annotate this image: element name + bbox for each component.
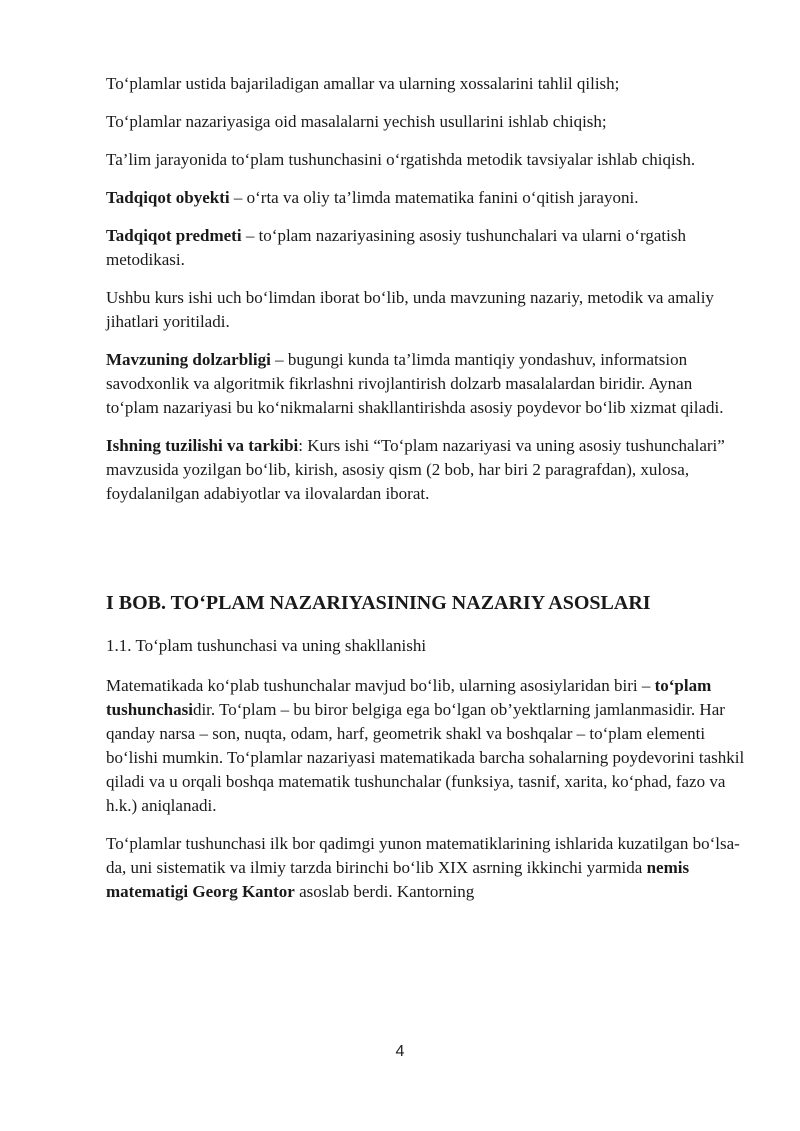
relevance-label: Mavzuning dolzarbligi (106, 350, 271, 369)
relevance-text: – bugungi kunda ta’limda mantiqiy yondashuv, informatsion savodxonlik va algoritmik fikrlashni rivojlantirish dolzarb masalalardan biridir. Aynan to‘plam nazariyasi bu ko‘nikmalarni shakllantirishda asosiy poydevor bo‘lib xizmat qiladi. (106, 350, 724, 417)
paragraph-set-concept (106, 674, 746, 818)
paragraph-set-history (106, 832, 746, 904)
section-spacer (106, 520, 746, 590)
section-title: 1.1. To‘plam tushunchasi va uning shakllanishi (106, 636, 427, 655)
paragraph-recommendations-goal: Ta’lim jarayonida to‘plam tushunchasini o‘rgatishda metodik tavsiyalar ishlab chiqish. (106, 150, 696, 169)
research-subject-text: – to‘plam nazariyasining asosiy tushunchalari va ularni o‘rgatish metodikasi. (106, 226, 686, 269)
research-object-text: – o‘rta va oliy ta’limda matematika fanini o‘qitish jarayoni. (229, 188, 639, 207)
paragraph-analysis-goal: To‘plamlar ustida bajariladigan amallar va ularning xossalarini tahlil qilish; (106, 74, 620, 93)
set-concept-term: to‘plam tushunchasi (106, 676, 712, 719)
research-object-label: Tadqiqot obyekti (106, 188, 230, 207)
work-structure-label: Ishning tuzilishi va tarkibi (106, 436, 299, 455)
work-structure-text: : Kurs ishi “To‘plam nazariyasi va uning asosiy tushunchalari” mavzusida yozilgan bo‘lib, kirish, asosiy qism (2 bob, har biri 2 paragrafdan), xulosa, foydalanilgan adabiyotlar va ilovalardan iborat. (106, 436, 725, 503)
paragraph-work-structure (106, 434, 746, 506)
paragraph-structure-summary: Ushbu kurs ishi uch bo‘limdan iborat bo‘lib, unda mavzuning nazariy, metodik va amaliy jihatlari yoritiladi. (106, 288, 714, 331)
paragraph-relevance (106, 348, 746, 420)
set-concept-rest: dir. To‘plam – bu biror belgiga ega bo‘lgan ob’yektlarning jamlanmasidir. Har qanday narsa – son, nuqta, odam, harf, geometrik shakl va boshqalar – to‘plam elementi bo‘lishi mumkin. To‘plamlar nazariyasi matematikada barcha sohalarning poydevorini tashkil qiladi va u orqali boshqa matematik tushunchalar (funksiya, tasnif, xarita, ko‘phad, fazo va h.k.) aniqlanadi. (106, 700, 745, 815)
paragraph-methods-goal: To‘plamlar nazariyasiga oid masalalarni yechish usullarini ishlab chiqish; (106, 112, 607, 131)
chapter-title: I BOB. TO‘PLAM NAZARIYASINING NAZARIY ASOSLARI (106, 592, 651, 614)
document-page (106, 72, 746, 918)
set-concept-intro: Matematikada ko‘plab tushunchalar mavjud bo‘lib, ularning asosiylaridan biri – (106, 676, 655, 695)
page-number: 4 (395, 1043, 405, 1060)
set-history-rest: asoslab berdi. Kantorning (294, 882, 475, 901)
research-subject-label: Tadqiqot predmeti (106, 226, 242, 245)
cantor-name: nemis matematigi Georg Kantor (106, 858, 690, 901)
paragraph-research-subject (106, 224, 746, 272)
set-history-intro: To‘plamlar tushunchasi ilk bor qadimgi yunon matematiklarining ishlarida kuzatilgan bo‘lsa-da, uni sistematik va ilmiy tarzda birinchi bo‘lib XIX asrning ikkinchi yarmida (106, 834, 740, 877)
paragraph-research-object (106, 186, 746, 210)
